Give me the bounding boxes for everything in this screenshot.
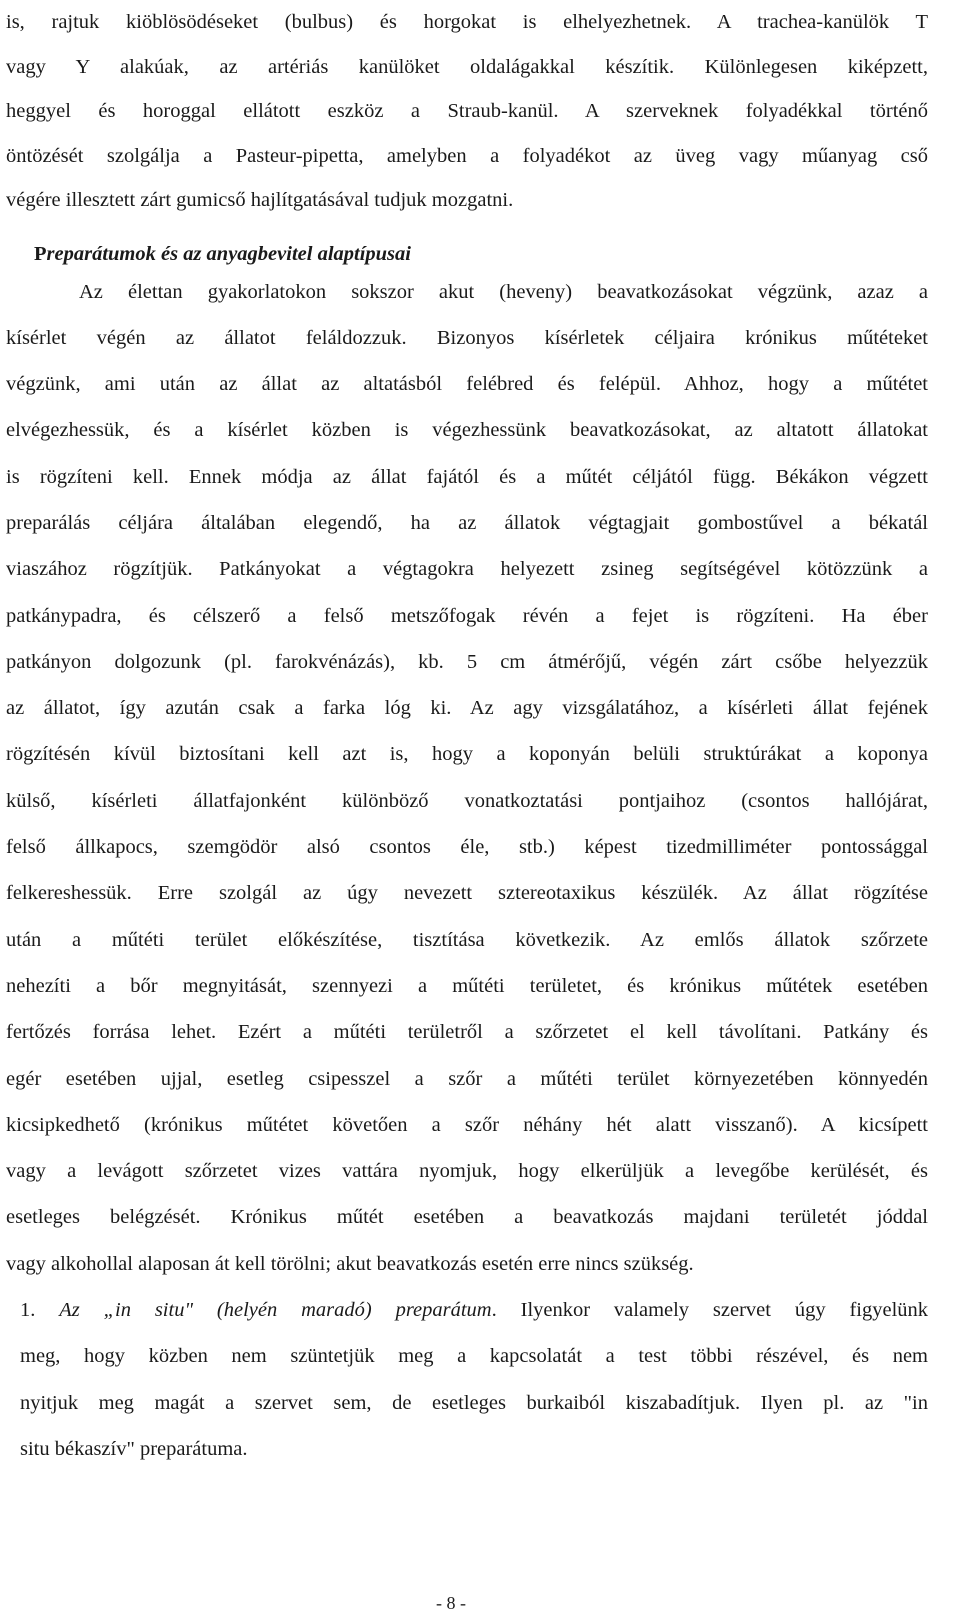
document-page xyxy=(6,0,928,1472)
text-line: öntözését szolgálja a Pasteur-pipetta, amelyben a folyadékot az üveg vagy műanyag cső xyxy=(6,144,928,167)
item-title: Az „in situ" (helyén maradó) preparátum xyxy=(59,1299,492,1322)
text-line: preparálás céljára általában elegendő, ha az állatok végtagjait gombostűvel a békatál xyxy=(6,511,928,534)
text-line: is, rajtuk kiöblösödéseket (bulbus) és horgokat is elhelyezhetnek. A trachea-kanülök T xyxy=(6,11,928,33)
text-line: az állatot, így azután csak a farka lóg ki. Az agy vizsgálatához, a kísérleti állat fejének xyxy=(6,697,928,720)
text-line: esetleges belégzését. Krónikus műtét esetében a beavatkozás majdani területét jóddal xyxy=(6,1206,928,1229)
text-line: Az élettan gyakorlatokon sokszor akut (heveny) beavatkozásokat végzünk, azaz a xyxy=(79,280,928,303)
text-line: rögzítésén kívül biztosítani kell azt is, hogy a koponyán belüli struktúrákat a koponya xyxy=(6,743,928,766)
text-line: külső, kísérleti állatfajonként különböző vonatkoztatási pontjaihoz (csontos hallójárat, xyxy=(6,789,928,812)
body-paragraph xyxy=(6,269,928,1288)
text-line: meg, hogy közben nem szüntetjük meg a kapcsolatát a test többi részével, és nem xyxy=(20,1345,928,1368)
item-text: . Ilyenkor valamely szervet úgy figyelünk xyxy=(491,1299,929,1322)
text-line: egér esetében ujjal, esetleg csipesszel a szőr a műtéti terület környezetében könnyedén xyxy=(6,1067,928,1090)
text-line: viaszához rögzítjük. Patkányokat a végtagokra helyezett zsineg segítségével kötözzünk a xyxy=(6,558,928,581)
section-heading xyxy=(34,239,928,269)
page-number: - 8 - xyxy=(436,1593,466,1613)
text-line: felső állkapocs, szemgödör alsó csontos éle, stb.) képest tizedmilliméter pontossággal xyxy=(6,836,928,859)
text-line: patkánypadra, és célszerő a felső metszőfogak révén a fejet is rögzíteni. Ha éber xyxy=(6,604,928,627)
numbered-item xyxy=(6,1287,928,1472)
text-line: patkányon dolgozunk (pl. farokvénázás), kb. 5 cm átmérőjű, végén zárt csőbe helyezzük xyxy=(6,650,928,673)
text-line: felkereshessük. Erre szolgál az úgy nevezett sztereotaxikus készülék. Az állat rögzítése xyxy=(6,882,928,905)
text-line: situ békaszív" preparátuma. xyxy=(20,1437,248,1460)
text-line: kicsipkedhető (krónikus műtétet követően a szőr néhány hét alatt visszanő). A kicsípett xyxy=(6,1113,928,1136)
text-line: vagy Y alakúak, az artériás kanülöket oldalágakkal készítik. Különlegesen kiképzett, xyxy=(6,55,928,78)
text-line: vagy a levágott szőrzetet vizes vattára nyomjuk, hogy elkerüljük a levegőbe kerülését, és xyxy=(6,1160,928,1183)
text-line: végzünk, ami után az állat az altatásból felébred és felépül. Ahhoz, hogy a műtétet xyxy=(6,373,928,396)
text-line: vagy alkohollal alaposan át kell törölni; akut beavatkozás esetén erre nincs szükség. xyxy=(6,1252,694,1275)
item-first-line xyxy=(6,1287,928,1333)
text-line: kísérlet végén az állatot feláldozzuk. Bizonyos kísérletek céljaira krónikus műtéteket xyxy=(6,326,928,349)
text-line: után a műtéti terület előkészítése, tisztítása következik. Az emlős állatok szőrzete xyxy=(6,928,928,951)
text-line: elvégezhessük, és a kísérlet közben is végezhessünk beavatkozásokat, az altatott állatokat xyxy=(6,419,928,442)
text-line: heggyel és horoggal ellátott eszköz a Straub-kanül. A szerveknek folyadékkal történő xyxy=(6,100,928,122)
item-number: 1. xyxy=(20,1299,36,1322)
text-line: is rögzíteni kell. Ennek módja az állat fajától és a műtét céljától függ. Békákon végzett xyxy=(6,465,928,488)
intro-paragraph xyxy=(6,0,928,223)
text-line: végére illesztett zárt gumicső hajlítgatásával tudjuk mozgatni. xyxy=(6,189,514,211)
heading-first-letter: P xyxy=(34,242,47,265)
text-line: nehezíti a bőr megnyitását, szennyezi a műtéti területet, és krónikus műtétek esetében xyxy=(6,974,928,997)
heading-text: reparátumok és az anyagbevitel alaptípusai xyxy=(46,242,411,265)
text-line: fertőzés forrása lehet. Ezért a műtéti területről a szőrzetet el kell távolítani. Patkány és xyxy=(6,1021,928,1044)
text-line: nyitjuk meg magát a szervet sem, de esetleges burkaiból kiszabadítjuk. Ilyen pl. az "in xyxy=(20,1391,928,1414)
